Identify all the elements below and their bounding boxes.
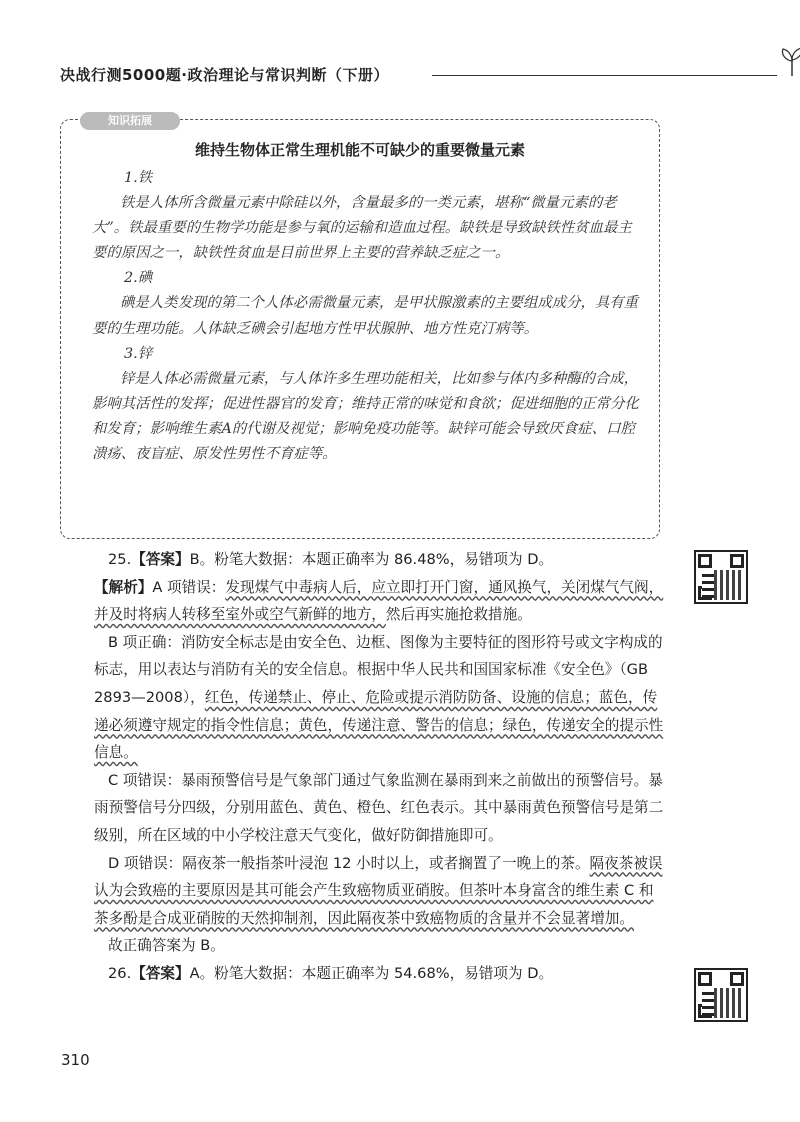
section-heading: 1.铁: [124, 170, 153, 186]
answer-text: A。粉笔大数据：本题正确率为 54.68%，易错项为 D。: [189, 964, 554, 982]
highlighted-text: 发现煤气中毒病人后，应立即打开门窗，通风换气，关闭煤气气阀，并及时将病人转移至室外或空气新鲜的地方，: [94, 578, 664, 624]
box-tag: 知识拓展: [80, 112, 180, 130]
box-title: 维持生物体正常生理机能不可缺少的重要微量元素: [194, 141, 525, 159]
section-text: 锌是人体必需微量元素，与人体许多生理功能相关，比如参与体内多种酶的合成，影响其活性的发挥；促进性器官的发育；维持正常的味觉和食欲；促进细胞的正常分化和发育；影响维生素A的代谢及视觉；影响免疫功能等。缺锌可能会导致厌食症、口腔溃疡、夜盲症、原发性男性不育症等。: [92, 370, 639, 463]
q26-answer: [94, 960, 664, 988]
book-title: 决战行测5000题·政治理论与常识判断（下册）: [60, 66, 389, 84]
box-body: [92, 166, 640, 467]
option-text: D 项错误：隔夜茶一般指茶叶浸泡 12 小时以上，或者搁置了一晚上的茶。: [108, 854, 590, 872]
qr-code-icon[interactable]: [694, 968, 748, 1022]
answer-label: 【答案】: [131, 964, 190, 982]
q25-option-a: [94, 574, 664, 629]
section-text: 铁是人体所含微量元素中除硅以外，含量最多的一类元素，堪称“微量元素的老大”。铁最重要的生物学功能是参与氧的运输和造血过程。缺铁是导致缺铁性贫血最主要的原因之一，缺铁性贫血是目前世界上主要的营养缺乏症之一。: [92, 195, 632, 262]
option-text: 然后再实施抢救措施。: [385, 606, 532, 624]
section-heading: 2.碘: [124, 270, 153, 287]
q25-option-d: [94, 850, 664, 933]
option-text: A 项错误：: [152, 578, 226, 596]
option-text: B 项正确：消防安全标志是由安全色、边框、图像为主要特征的图形符号或文字构成的标志，用以表达与消防有关的安全信息。根据中华人民共和国国家标准《安全色》（GB 2893—2008），: [94, 633, 663, 706]
q25-conclusion: 故正确答案为 B。: [108, 937, 225, 955]
section-text: 碘是人类发现的第二个人体必需微量元素，是甲状腺激素的主要组成成分，具有重要的生理功能。人体缺乏碘会引起地方性甲状腺肿、地方性克汀病等。: [92, 295, 639, 337]
question-number: 26.: [108, 964, 132, 982]
question-number: 25.: [108, 551, 132, 568]
q25-option-c: C 项错误：暴雨预警信号是气象部门通过气象监测在暴雨到来之前做出的预警信号。暴雨预警信号分四级，分别用蓝色、黄色、橙色、红色表示。其中暴雨黄色预警信号是第二级别，所在区域的中小学校注意天气变化，做好防御措施即可。: [94, 771, 664, 844]
q25-answer: [94, 546, 664, 574]
running-header: [60, 62, 750, 92]
highlighted-text: 隔夜茶被误认为会致癌的主要原因是其可能会产生致癌物质亚硝胺。但茶叶本身富含的维生素 C 和茶多酚是合成亚硝胺的天然抑制剂，因此隔夜茶中致癌物质的含量并不会显著增加。: [94, 854, 663, 927]
answer-label: 【答案】: [131, 551, 190, 568]
section-heading: 3.锌: [124, 345, 153, 362]
sprout-icon: [775, 44, 800, 78]
page-number: 310: [61, 1051, 90, 1069]
analysis-label: 【解析】: [94, 578, 153, 596]
highlighted-text: 红色，传递禁止、停止、危险或提示消防防备、设施的信息；蓝色，传递必须遵守规定的指令性信息；黄色，传递注意、警告的信息；绿色，传递安全的提示性信息。: [94, 688, 664, 762]
q25-option-b: [94, 629, 664, 767]
qr-code-icon[interactable]: [694, 550, 748, 604]
header-rule: [432, 75, 777, 76]
answer-text: B。粉笔大数据：本题正确率为 86.48%，易错项为 D。: [189, 551, 554, 568]
answer-section: [94, 546, 664, 988]
